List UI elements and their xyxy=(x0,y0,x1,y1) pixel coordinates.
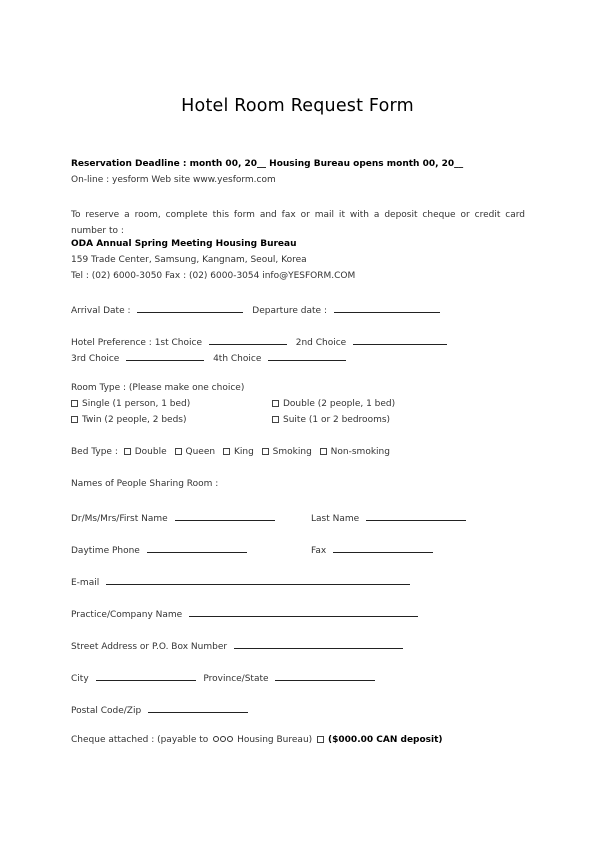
third-choice-field[interactable] xyxy=(126,351,204,361)
hotel-preference-label: Hotel Preference : 1st Choice xyxy=(71,338,202,348)
company-row xyxy=(71,607,418,621)
bed-double-label: Double xyxy=(134,447,167,457)
first-name-field[interactable] xyxy=(175,511,275,521)
bed-king-label: King xyxy=(233,447,254,457)
suite-label: Suite (1 or 2 bedrooms) xyxy=(283,415,391,425)
organization-name: ODA Annual Spring Meeting Housing Bureau xyxy=(71,239,297,249)
double-label: Double (2 people, 1 bed) xyxy=(283,399,396,409)
arrival-date-label: Arrival Date : xyxy=(71,306,131,316)
street-row xyxy=(71,639,403,653)
email-field[interactable] xyxy=(106,575,410,585)
bed-type-label: Bed Type : xyxy=(71,447,118,457)
non-smoking-label: Non-smoking xyxy=(330,447,390,457)
third-choice-label: 3rd Choice xyxy=(71,354,120,364)
fourth-choice-label: 4th Choice xyxy=(213,354,262,364)
room-type-suite[interactable] xyxy=(272,415,390,426)
email-label: E-mail xyxy=(71,578,100,588)
bed-type-row xyxy=(71,447,390,458)
first-choice-field[interactable] xyxy=(209,335,287,345)
hotel-preference-row xyxy=(71,335,447,349)
last-name-field[interactable] xyxy=(366,511,466,521)
bed-queen-checkbox[interactable] xyxy=(175,448,182,455)
room-type-single[interactable] xyxy=(71,399,190,410)
departure-date-field[interactable] xyxy=(334,303,440,313)
second-choice-field[interactable] xyxy=(353,335,447,345)
postal-row xyxy=(71,703,248,717)
bed-king-checkbox[interactable] xyxy=(223,448,230,455)
twin-label: Twin (2 people, 2 beds) xyxy=(82,415,187,425)
address-line: 159 Trade Center, Samsung, Kangnam, Seoul, Korea xyxy=(71,255,307,265)
street-field[interactable] xyxy=(234,639,403,649)
second-choice-label: 2nd Choice xyxy=(295,338,347,348)
deposit-amount: ($000.00 CAN deposit) xyxy=(328,735,443,745)
cheque-label-post: Housing Bureau) xyxy=(237,735,313,745)
non-smoking-checkbox[interactable] xyxy=(320,448,327,455)
smoking-checkbox[interactable] xyxy=(262,448,269,455)
city-label: City xyxy=(71,674,89,684)
form-title: Hotel Room Request Form xyxy=(181,96,414,116)
room-type-double[interactable] xyxy=(272,399,395,410)
arrival-date-field[interactable] xyxy=(137,303,243,313)
intro-paragraph: To reserve a room, complete this form and fax or mail it with a deposit cheque or credit card number to : xyxy=(71,210,525,236)
postal-field[interactable] xyxy=(148,703,248,713)
reservation-deadline: Reservation Deadline : month 00, 20__ Housing Bureau opens month 00, 20__ xyxy=(71,159,464,169)
fourth-choice-field[interactable] xyxy=(268,351,346,361)
last-name-row xyxy=(311,511,466,525)
first-name-row xyxy=(71,511,275,525)
fax-row xyxy=(311,543,433,557)
phone-label: Daytime Phone xyxy=(71,546,140,556)
smoking-label: Smoking xyxy=(272,447,312,457)
room-type-twin[interactable] xyxy=(71,415,187,426)
postal-label: Postal Code/Zip xyxy=(71,706,142,716)
single-checkbox[interactable] xyxy=(71,400,78,407)
bed-double-checkbox[interactable] xyxy=(124,448,131,455)
email-row xyxy=(71,575,410,589)
departure-date-label: Departure date : xyxy=(252,306,327,316)
company-label: Practice/Company Name xyxy=(71,610,183,620)
phone-field[interactable] xyxy=(147,543,247,553)
last-name-label: Last Name xyxy=(311,514,360,524)
first-name-label: Dr/Ms/Mrs/First Name xyxy=(71,514,168,524)
cheque-label-pre: Cheque attached : (payable to xyxy=(71,735,209,745)
double-checkbox[interactable] xyxy=(272,400,279,407)
province-field[interactable] xyxy=(275,671,375,681)
bed-queen-label: Queen xyxy=(185,447,216,457)
sharing-label: Names of People Sharing Room : xyxy=(71,479,219,489)
phone-row xyxy=(71,543,247,557)
cheque-row xyxy=(71,735,443,746)
city-row xyxy=(71,671,375,685)
fax-label: Fax xyxy=(311,546,327,556)
contact-line: Tel : (02) 6000-3050 Fax : (02) 6000-3054 info@YESFORM.COM xyxy=(71,271,356,281)
province-label: Province/State xyxy=(203,674,269,684)
company-field[interactable] xyxy=(189,607,418,617)
placeholder-circles-icon xyxy=(213,735,234,745)
cheque-checkbox[interactable] xyxy=(317,736,324,743)
room-type-label: Room Type : (Please make one choice) xyxy=(71,383,245,393)
suite-checkbox[interactable] xyxy=(272,416,279,423)
fax-field[interactable] xyxy=(333,543,433,553)
street-label: Street Address or P.O. Box Number xyxy=(71,642,228,652)
online-info: On-line : yesform Web site www.yesform.com xyxy=(71,175,276,185)
hotel-preference-row-2 xyxy=(71,351,346,365)
single-label: Single (1 person, 1 bed) xyxy=(82,399,191,409)
dates-row xyxy=(71,303,440,317)
city-field[interactable] xyxy=(96,671,196,681)
twin-checkbox[interactable] xyxy=(71,416,78,423)
